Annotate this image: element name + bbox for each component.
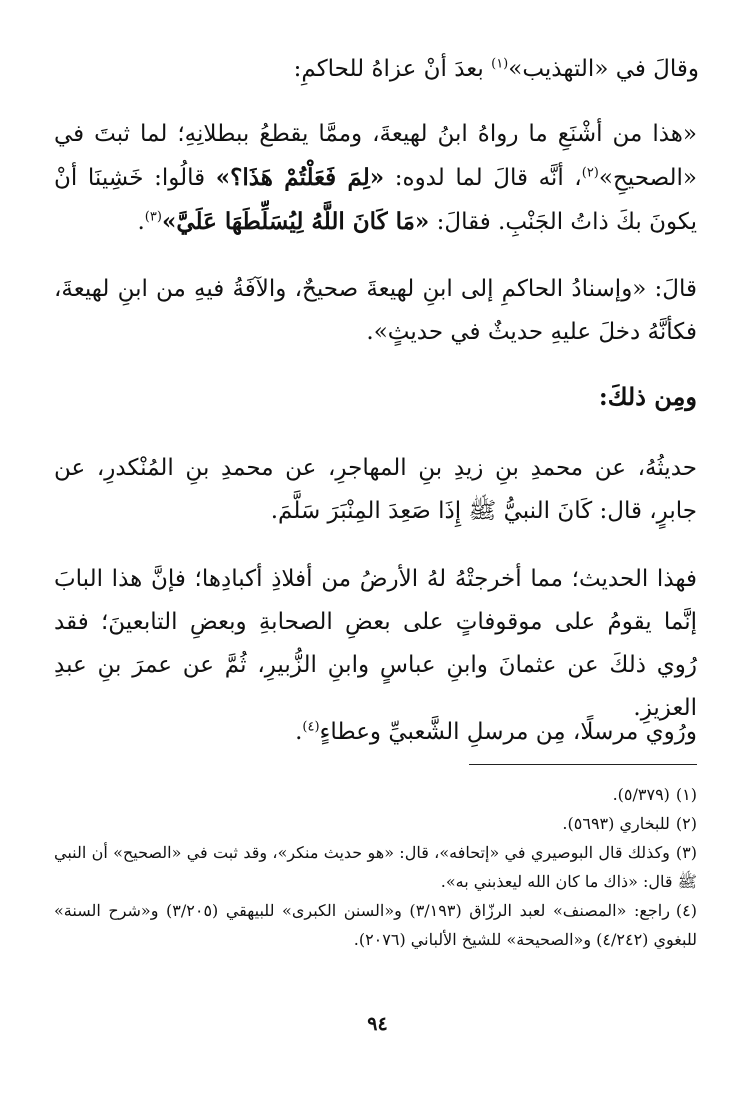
footnote-number: (٤) (675, 901, 698, 920)
footnote-divider (469, 764, 697, 765)
footnote-item (54, 809, 697, 838)
footnote-number: (٢) (675, 814, 697, 833)
hadith-paragraph: حديثُهُ، عن محمدِ بنِ زيدِ بنِ المهاجرِ، عن محمدِ بنِ المُنْكدرِ، عن جابرٍ، قال: كَانَ النبيُّ ﷺ إِذَا صَعِدَ المِنْبَرَ سَلَّمَ. (54, 455, 697, 524)
mursal-end: . (295, 719, 303, 745)
mursal-text: ورُوي مرسلًا، مِن مرسلِ الشَّعبيِّ وعطاءٍ (319, 719, 697, 745)
footnotes (54, 780, 697, 954)
footnote-item (54, 780, 697, 809)
footnote-text: (٥/٣٧٩). (612, 785, 670, 804)
quote1-part2: ، أنَّه قالَ لما لدوه: (384, 165, 582, 191)
footnote-text: راجع: «المصنف» لعبد الرزّاق (٣/١٩٣) و«السنن الكبرى» للبيهقي (٣/٢٠٥) و«شرح السنة» للبغوي (٤/٢٤٢) و«الصحيحة» للشيخ الألباني (٢٠٧٦). (54, 901, 697, 949)
quote-paragraph-2: قالَ: «وإسنادُ الحاكمِ إلى ابنِ لهيعةَ صحيحٌ، والآفَةُ فيهِ من ابنِ لهيعةَ، فكأنَّهُ دخلَ عليهِ حديثٌ في حديثٍ». (54, 276, 697, 345)
footnote-number: (١) (675, 785, 697, 804)
quote1-end: . (137, 209, 145, 235)
intro-text: وقالَ في «التهذيب» (508, 56, 699, 82)
hadith-quote-2: «مَا كَانَ اللَّهُ لِيُسَلِّطَهَا عَلَيَّ» (161, 208, 430, 235)
page-number: ٩٤ (367, 1013, 388, 1035)
footnote-item (54, 838, 697, 896)
hadith-quote-1: «لِمَ فَعَلْتُمْ هَذَا؟» (215, 164, 385, 191)
footnote-ref-2[interactable]: (٢) (581, 165, 599, 181)
footnote-text: للبخاري (٥٦٩٣). (562, 814, 670, 833)
footnote-ref-4[interactable]: (٤) (302, 719, 320, 735)
intro-paragraph (54, 48, 699, 91)
footnote-text: وكذلك قال البوصيري في «إتحافه»، قال: «هو حديث منكر»، وقد ثبت في «الصحيح» أن النبي ﷺ قال: «ذاك ما كان الله ليعذبني به». (54, 843, 697, 891)
footnote-item (54, 896, 697, 954)
mursal-paragraph (54, 711, 697, 754)
footnote-number: (٣) (675, 843, 697, 862)
quote1-part1: «هذا من أشْنَعِ ما رواهُ ابنُ لهيعةَ، وممَّا يقطعُ ببطلانِهِ؛ لما ثبتَ في «الصحيحِ» (54, 121, 697, 191)
intro-text-end: بعدَ أنْ عزاهُ للحاكمِ: (293, 56, 492, 82)
footnote-ref-1[interactable]: (١) (491, 56, 509, 72)
explanation-paragraph: فهذا الحديث؛ مما أخرجتْهُ لهُ الأرضُ من أفلاذِ أكبادِها؛ فإنَّ هذا البابَ إنَّما يقومُ على موقوفاتٍ على بعضِ الصحابةِ وبعضِ التابعينَ؛ فقد رُوي ذلكَ عن عثمانَ وابنِ عباسٍ وابنِ الزُّبيرِ، ثُمَّ عن عمرَ بنِ عبدِ العزيزِ. (54, 566, 697, 721)
section-heading: ومِن ذلكَ: (598, 382, 697, 411)
footnote-ref-3[interactable]: (٣) (144, 209, 162, 225)
quote-paragraph-1 (54, 113, 697, 244)
quote1-part3: قالُوا: خَشِينَا أنْ يكونَ بكَ ذاتُ الجَنْبِ. فقالَ: (54, 165, 697, 235)
